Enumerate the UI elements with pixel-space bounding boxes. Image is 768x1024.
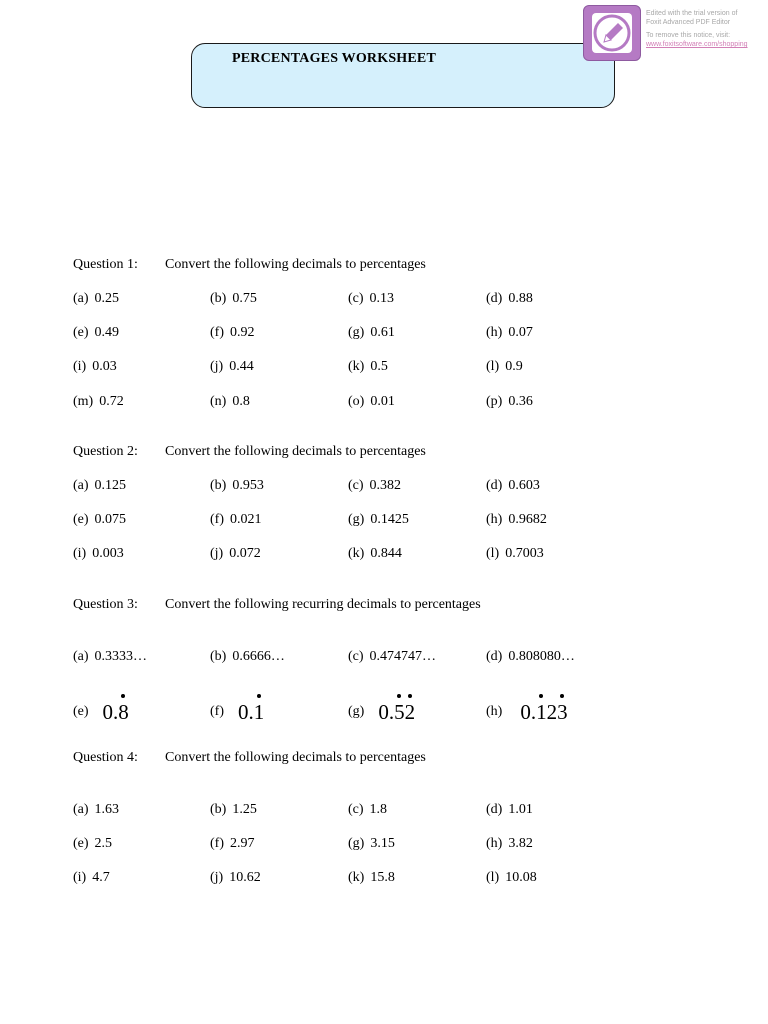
item-value: 0.844 [370, 546, 402, 561]
item-label: (l) [486, 870, 500, 885]
item-label: (c) [348, 802, 364, 817]
item-value: 0.03 [92, 359, 117, 374]
question-item [210, 546, 261, 562]
recurring-dot [397, 694, 401, 698]
question-item [210, 512, 262, 528]
item-value: 0.25 [94, 291, 120, 306]
item-value: 0.125 [94, 478, 127, 493]
question-item [486, 359, 523, 375]
item-value: 0.07 [508, 325, 533, 340]
question-item [348, 478, 401, 494]
item-value: 0.075 [94, 512, 127, 527]
recurring-value [103, 700, 129, 725]
item-label: (m) [73, 394, 94, 409]
item-value: 0.603 [508, 478, 540, 493]
item-value: 0.3333… [94, 649, 148, 664]
item-value: 0.072 [229, 546, 261, 561]
question-item [73, 649, 147, 665]
item-label: (b) [210, 649, 227, 664]
question-number: Question 2: [73, 444, 138, 459]
recurring-dot [257, 694, 261, 698]
item-value: 1.25 [232, 802, 257, 817]
item-value: 0.9682 [508, 512, 547, 527]
item-label: (f) [210, 704, 224, 719]
item-value: 0.36 [508, 394, 533, 409]
recurring-value [238, 700, 264, 725]
question-item [486, 870, 537, 886]
recurring-dot [560, 694, 564, 698]
item-label: (g) [348, 512, 365, 527]
recurring-value [520, 700, 567, 725]
recurring-digits: 0.123 [520, 700, 568, 724]
item-label: (i) [73, 359, 87, 374]
question-1-heading [73, 257, 426, 273]
item-label: (h) [486, 704, 503, 719]
item-value: 0.61 [370, 325, 395, 340]
item-value: 10.08 [505, 870, 537, 885]
question-item [348, 870, 395, 886]
question-item [210, 291, 257, 307]
question-2-heading [73, 444, 426, 460]
item-label: (l) [486, 546, 500, 561]
item-label: (i) [73, 870, 87, 885]
question-item [348, 291, 394, 307]
item-label: (e) [73, 836, 89, 851]
item-label: (b) [210, 802, 227, 817]
question-item [486, 478, 540, 494]
question-item [486, 836, 533, 852]
question-item [73, 478, 126, 494]
question-item [348, 802, 387, 818]
recurring-item [348, 700, 415, 725]
item-value: 0.92 [230, 325, 255, 340]
question-item [210, 870, 261, 886]
item-label: (k) [348, 546, 365, 561]
question-item [73, 870, 110, 886]
item-label: (c) [348, 478, 364, 493]
pencil-edit-icon [592, 13, 632, 53]
item-value: 0.6666… [232, 649, 285, 664]
item-value: 10.62 [229, 870, 261, 885]
question-3-heading [73, 597, 481, 613]
question-item [210, 478, 264, 494]
recurring-digits: 0.8 [102, 700, 129, 724]
question-item [73, 802, 119, 818]
item-value: 3.15 [370, 836, 395, 851]
question-item [348, 359, 388, 375]
item-label: (a) [73, 291, 89, 306]
question-item [73, 325, 119, 341]
item-label: (e) [73, 704, 89, 719]
item-value: 0.8 [232, 394, 250, 409]
item-label: (k) [348, 870, 365, 885]
question-item [73, 512, 126, 528]
recurring-digits: 0.52 [378, 700, 416, 724]
item-value: 0.9 [505, 359, 523, 374]
recurring-item [73, 700, 129, 725]
question-item [348, 836, 395, 852]
item-label: (h) [486, 836, 503, 851]
item-value: 2.5 [94, 836, 113, 851]
recurring-dot [121, 694, 125, 698]
recurring-dot [539, 694, 543, 698]
item-value: 0.7003 [505, 546, 544, 561]
item-label: (a) [73, 649, 89, 664]
question-number: Question 3: [73, 597, 138, 612]
item-label: (o) [348, 394, 365, 409]
question-item [210, 325, 255, 341]
question-text: Convert the following decimals to percentages [165, 444, 426, 459]
question-item [486, 649, 575, 665]
question-item [486, 802, 533, 818]
item-label: (i) [73, 546, 87, 561]
watermark-line1: Edited with the trial version of [646, 10, 738, 17]
item-value: 0.1425 [370, 512, 409, 527]
question-item [486, 394, 533, 410]
question-item [210, 802, 257, 818]
item-value: 0.44 [229, 359, 254, 374]
item-value: 15.8 [370, 870, 395, 885]
item-label: (g) [348, 325, 365, 340]
item-label: (l) [486, 359, 500, 374]
recurring-item [486, 700, 568, 725]
watermark-link[interactable]: www.foxitsoftware.com/shopping [646, 41, 748, 48]
item-label: (k) [348, 359, 365, 374]
question-item [210, 394, 250, 410]
item-label: (e) [73, 512, 89, 527]
item-value: 0.382 [369, 478, 402, 493]
question-item [348, 546, 402, 562]
item-value: 0.953 [232, 478, 264, 493]
question-text: Convert the following recurring decimals to percentages [165, 597, 481, 612]
item-label: (d) [486, 802, 503, 817]
question-item [210, 836, 255, 852]
item-value: 2.97 [230, 836, 255, 851]
question-item [348, 325, 395, 341]
item-value: 1.63 [94, 802, 120, 817]
question-item [348, 394, 395, 410]
watermark-line2: Foxit Advanced PDF Editor [646, 19, 731, 26]
item-value: 0.88 [508, 291, 533, 306]
question-item [486, 325, 533, 341]
item-value: 0.808080… [508, 649, 575, 664]
question-item [348, 512, 409, 528]
page-title: PERCENTAGES WORKSHEET [232, 51, 437, 66]
recurring-item [210, 700, 264, 725]
item-label: (j) [210, 870, 224, 885]
watermark-notice [646, 9, 766, 49]
item-value: 3.82 [508, 836, 533, 851]
item-value: 0.72 [99, 394, 124, 409]
question-item [486, 291, 533, 307]
item-label: (g) [348, 836, 365, 851]
item-label: (h) [486, 512, 503, 527]
item-label: (d) [486, 478, 503, 493]
item-label: (f) [210, 325, 224, 340]
question-item [486, 512, 547, 528]
item-label: (d) [486, 649, 503, 664]
question-number: Question 1: [73, 257, 138, 272]
item-value: 1.01 [508, 802, 533, 817]
question-item [210, 649, 285, 665]
item-label: (p) [486, 394, 503, 409]
item-label: (e) [73, 325, 89, 340]
item-label: (j) [210, 546, 224, 561]
item-value: 0.13 [369, 291, 395, 306]
question-item [73, 394, 124, 410]
item-label: (b) [210, 291, 227, 306]
item-value: 0.49 [94, 325, 120, 340]
question-item [73, 546, 124, 562]
question-item [210, 359, 254, 375]
question-item [73, 836, 112, 852]
item-label: (f) [210, 836, 224, 851]
question-4-heading [73, 750, 426, 766]
item-label: (c) [348, 649, 364, 664]
item-label: (h) [486, 325, 503, 340]
question-number: Question 4: [73, 750, 138, 765]
item-value: 0.75 [232, 291, 257, 306]
question-item [73, 291, 119, 307]
item-label: (a) [73, 478, 89, 493]
item-value: 0.474747… [369, 649, 437, 664]
item-value: 4.7 [92, 870, 110, 885]
item-label: (j) [210, 359, 224, 374]
item-value: 0.5 [370, 359, 388, 374]
foxit-logo [583, 5, 641, 61]
item-label: (a) [73, 802, 89, 817]
question-text: Convert the following decimals to percentages [165, 750, 426, 765]
question-item [348, 649, 436, 665]
item-label: (g) [348, 704, 365, 719]
item-label: (c) [348, 291, 364, 306]
recurring-value [378, 700, 415, 725]
item-value: 0.021 [230, 512, 262, 527]
item-label: (b) [210, 478, 227, 493]
item-label: (f) [210, 512, 224, 527]
item-label: (d) [486, 291, 503, 306]
recurring-dot [408, 694, 412, 698]
title-box [191, 43, 615, 108]
question-text: Convert the following decimals to percentages [165, 257, 426, 272]
question-item [73, 359, 117, 375]
question-item [486, 546, 544, 562]
recurring-digits: 0.1 [238, 700, 265, 724]
watermark-line3: To remove this notice, visit: [646, 32, 731, 39]
item-value: 0.003 [92, 546, 124, 561]
item-value: 0.01 [370, 394, 395, 409]
item-value: 1.8 [369, 802, 388, 817]
item-label: (n) [210, 394, 227, 409]
